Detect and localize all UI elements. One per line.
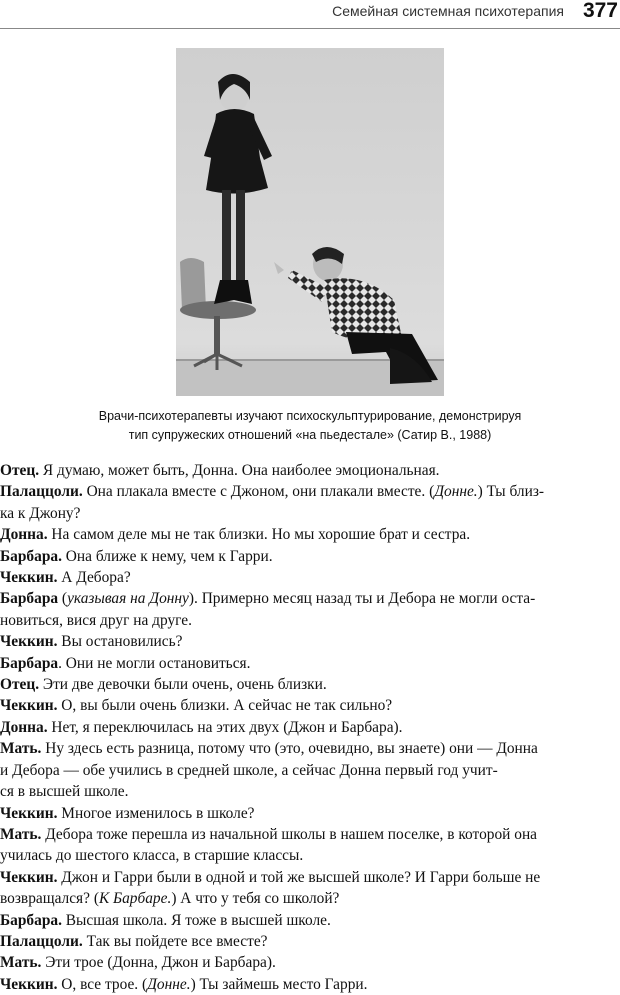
running-title: Семейная системная психотерапия xyxy=(332,3,564,19)
speaker-name: Мать. xyxy=(0,825,42,843)
dialogue-text xyxy=(0,460,620,995)
speech-text: Она ближе к нему, чем к Гарри. xyxy=(61,547,273,565)
speaker-name: Чеккин. xyxy=(0,633,58,651)
caption-line: тип супружеских отношений «на пьедестале» (Сатир В., 1988) xyxy=(128,428,492,442)
dialogue-line xyxy=(0,931,620,952)
dialogue-line xyxy=(0,546,620,567)
dialogue-line xyxy=(0,824,620,845)
dialogue-entry xyxy=(0,824,620,867)
dialogue-line xyxy=(0,738,620,759)
dialogue-line xyxy=(0,910,620,931)
dialogue-entry xyxy=(0,738,620,802)
dialogue-entry xyxy=(0,931,620,952)
speech-text: О, все трое. ( xyxy=(57,975,148,993)
dialogue-line xyxy=(0,631,620,652)
dialogue-line xyxy=(0,695,620,716)
speaker-name: Чеккин. xyxy=(0,975,58,993)
speech-text: ся в высшей школе. xyxy=(0,783,129,801)
stage-direction: К Барбаре. xyxy=(98,890,172,908)
speaker-name: Барбара. xyxy=(0,547,62,565)
speech-text: Ну здесь есть разница, потому что (это, очевидно, вы знаете) они — Донна xyxy=(41,740,538,758)
speech-text: Так вы пойдете все вместе? xyxy=(82,932,268,950)
speech-text: ) Ты займешь место Гарри. xyxy=(190,975,368,993)
dialogue-line xyxy=(0,524,620,545)
speaker-name: Мать. xyxy=(0,954,42,972)
speech-text: Джон и Гарри были в одной и той же высшей школе? И Гарри больше не xyxy=(57,868,541,886)
speech-text: ( xyxy=(58,590,68,608)
dialogue-entry xyxy=(0,481,620,524)
stage-direction: указывая на Донну xyxy=(67,590,189,608)
dialogue-entry xyxy=(0,952,620,973)
speaker-name: Барбара xyxy=(0,590,59,608)
speech-text: Она плакала вместе с Джоном, они плакали вместе. ( xyxy=(82,483,435,501)
speech-text: Многое изменилось в школе? xyxy=(57,804,255,822)
speaker-name: Чеккин. xyxy=(0,868,58,886)
dialogue-entry xyxy=(0,717,620,738)
dialogue-line xyxy=(0,717,620,738)
dialogue-line xyxy=(0,481,620,502)
dialogue-entry xyxy=(0,674,620,695)
dialogue-line xyxy=(0,460,620,481)
dialogue-entry xyxy=(0,546,620,567)
speech-text: ка к Джону? xyxy=(0,504,81,522)
dialogue-line xyxy=(0,653,620,674)
dialogue-line xyxy=(0,781,620,802)
dialogue-entry xyxy=(0,588,620,631)
speech-text: возвращался? ( xyxy=(0,890,99,908)
dialogue-entry xyxy=(0,653,620,674)
speaker-name: Барбара xyxy=(0,654,59,672)
speaker-name: Донна. xyxy=(0,526,48,544)
page-number: 377 xyxy=(582,0,618,22)
dialogue-line xyxy=(0,867,620,888)
dialogue-line xyxy=(0,845,620,866)
stage-direction: Донне. xyxy=(147,975,191,993)
speech-text: О, вы были очень близки. А сейчас не так сильно? xyxy=(57,697,393,715)
speaker-name: Мать. xyxy=(0,740,42,758)
speaker-name: Чеккин. xyxy=(0,569,58,587)
speech-text: Вы остановились? xyxy=(57,633,183,651)
stage-direction: Донне. xyxy=(434,483,478,501)
dialogue-line xyxy=(0,803,620,824)
dialogue-line xyxy=(0,610,620,631)
dialogue-line xyxy=(0,952,620,973)
speech-text: ). Примерно месяц назад ты и Дебора не могли оста- xyxy=(188,590,536,608)
dialogue-entry xyxy=(0,974,620,995)
speech-text: Нет, я переключилась на этих двух (Джон и Барбара). xyxy=(47,718,403,736)
running-head xyxy=(0,0,620,29)
dialogue-entry xyxy=(0,910,620,931)
speech-text: и Дебора — обе учились в средней школе, а сейчас Донна первый год учит- xyxy=(0,761,498,779)
dialogue-entry xyxy=(0,460,620,481)
speech-text: ) А что у тебя со школой? xyxy=(171,890,340,908)
dialogue-line xyxy=(0,503,620,524)
speech-text: училась до шестого класса, в старшие классы. xyxy=(0,847,304,865)
dialogue-entry xyxy=(0,524,620,545)
speaker-name: Чеккин. xyxy=(0,697,58,715)
speech-text: ) Ты близ- xyxy=(477,483,545,501)
dialogue-line xyxy=(0,888,620,909)
speech-text: А Дебора? xyxy=(57,569,131,587)
speech-text: Высшая школа. Я тоже в высшей школе. xyxy=(61,911,331,929)
caption-line: Врачи-психотерапевты изучают психоскульптурирование, демонстрируя xyxy=(98,409,522,423)
speaker-name: Отец. xyxy=(0,676,40,694)
dialogue-entry xyxy=(0,803,620,824)
speaker-name: Барбара. xyxy=(0,911,62,929)
speech-text: Эти трое (Донна, Джон и Барбара). xyxy=(41,954,276,972)
speaker-name: Отец. xyxy=(0,462,40,479)
dialogue-entry xyxy=(0,631,620,652)
speaker-name: Чеккин. xyxy=(0,804,58,822)
dialogue-line xyxy=(0,974,620,995)
speech-text: новиться, вися друг на друге. xyxy=(0,611,192,629)
figure-caption xyxy=(60,407,560,445)
speech-text: Эти две девочки были очень, очень близки. xyxy=(39,676,327,694)
dialogue-line xyxy=(0,588,620,609)
speech-text: Я думаю, может быть, Донна. Она наиболее эмоциональная. xyxy=(39,462,440,479)
dialogue-line xyxy=(0,674,620,695)
figure-photo xyxy=(176,48,444,396)
dialogue-entry xyxy=(0,695,620,716)
speech-text: Дебора тоже перешла из начальной школы в нашем поселке, в которой она xyxy=(41,825,538,843)
speaker-name: Палаццоли. xyxy=(0,483,83,501)
speaker-name: Палаццоли. xyxy=(0,932,83,950)
speech-text: . Они не могли остановиться. xyxy=(58,654,251,672)
speech-text: На самом деле мы не так близки. Но мы хорошие брат и сестра. xyxy=(47,526,471,544)
dialogue-entry xyxy=(0,867,620,910)
dialogue-entry xyxy=(0,567,620,588)
dialogue-line xyxy=(0,760,620,781)
dialogue-line xyxy=(0,567,620,588)
speaker-name: Донна. xyxy=(0,718,48,736)
